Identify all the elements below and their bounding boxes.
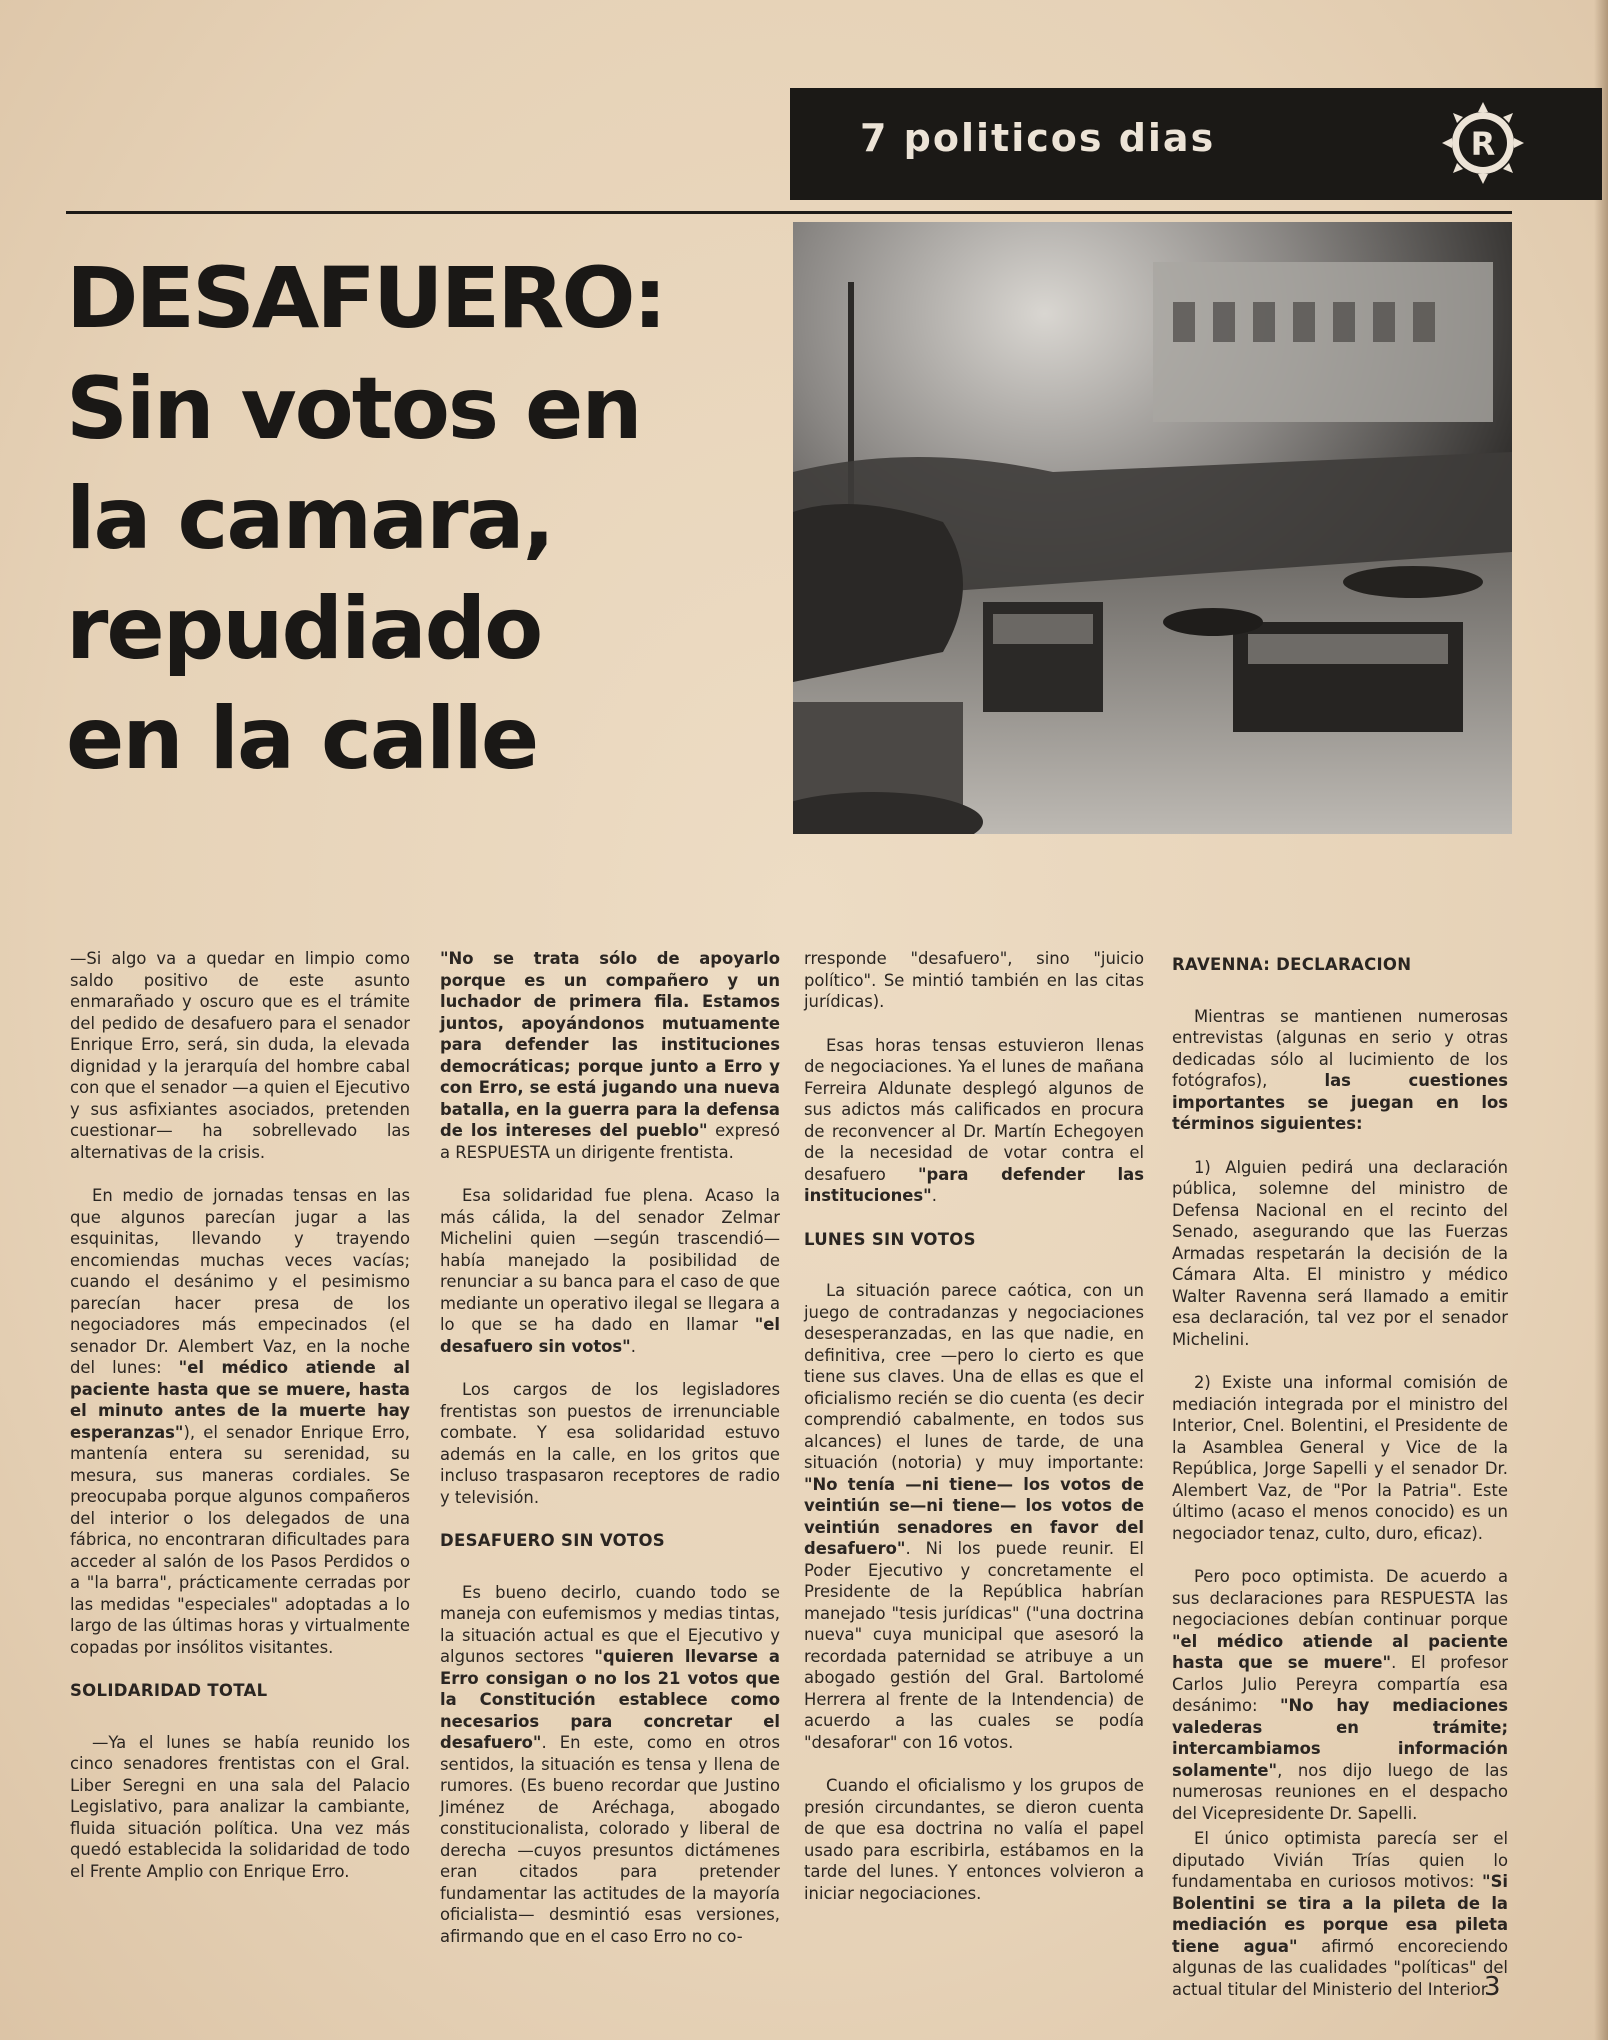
subheading: RAVENNA: DECLARACION <box>1172 955 1412 974</box>
paragraph: Cuando el oficialismo y los grupos de presión circundantes, se dieron cuenta de que esa doctrina no valía el papel usado para escribirla, estábamos en la tarde del lunes. Y entonces volvieron a iniciar negociaciones. <box>804 1776 1144 1903</box>
header-rule <box>66 211 1512 214</box>
respuesta-logo-icon <box>1440 100 1526 186</box>
logo-letter: R <box>1470 125 1496 163</box>
paragraph: Pero poco optimista. De acuerdo a sus declaraciones para RESPUESTA las negociaciones debían continuar porque "el médico atiende al paciente hasta que se muere". El profesor Carlos Julio Pereyra compartía esa desánimo: "No hay mediaciones valederas en trámite; intercambiamos información solamente", nos dijo luego de las numerosas reuniones en el despacho del Vicepresidente Dr. Sapelli. <box>1172 1567 1508 1823</box>
article-column-3 <box>804 948 1144 1926</box>
paragraph: Es bueno decirlo, cuando todo se maneja con eufemismos y medias tintas, la situación actual es que el Ejecutivo y algunos sectores "quieren llevarse a Erro consigan o no los 21 votos que la Constitución establece como necesarios para concretar el desafuero". En este, como en otros sentidos, la situación es tensa y llena de rumores. (Es bueno recordar que Justino Jiménez de Aréchaga, abogado constitucionalista, colorado y liberal de derecha —cuyos presuntos dictámenes eran citados para pretender fundamentar las actitudes de la mayoría oficialista— desmintió esas versiones, afirmando que en el caso Erro no co- <box>440 1582 780 1946</box>
section-header-bar <box>790 88 1602 200</box>
page-number: 3 <box>1484 1972 1501 2002</box>
paragraph: —Si algo va a quedar en limpio como saldo positivo de este asunto enmarañado y oscuro que es el trámite del pedido de desafuero para el senador Enrique Erro, será, sin duda, la elevada dignidad y la jerarquía del hombre cabal con que el senador —a quien el Ejecutivo y sus asfixiantes asociados, pretenden cuestionar— ha sobrellevado las alternativas de la crisis. <box>70 949 410 1162</box>
headline-kicker: DESAFUERO: <box>66 249 665 347</box>
section-title: 7 politicos dias <box>860 116 1216 160</box>
paragraph: rresponde "desafuero", sino "juicio político". Se mintió también en las citas jurídicas). <box>804 949 1144 1011</box>
paragraph: Los cargos de los legisladores frentistas son puestos de irrenunciable combate. Y esa solidaridad estuvo además en la calle, en los gritos que incluso traspasaron receptores de radio y televisión. <box>440 1380 780 1507</box>
page-edge-shadow <box>1594 0 1608 2040</box>
paragraph: En medio de jornadas tensas en las que algunos parecían jugar a las esquinitas, llevando y trayendo encomiendas muchas veces vacías; cuando el desánimo y el pesimismo parecían hacer presa de los negociadores más empecinados (el senador Dr. Alembert Vaz, en la noche del lunes: "el médico atiende al paciente hasta que se muere, hasta el minuto antes de la muerte hay esperanzas"), el senador Enrique Erro, mantenía entera su serenidad, su mesura, sus maneras cordiales. Se preocupaba porque algunos compañeros del interior o los delegados de una fábrica, no encontraran dificultades para acceder al salón de los Pasos Perdidos o a "la barra", prácticamente cerradas por las medidas "especiales" adoptadas a lo largo de las últimas horas y virtualmente copadas por insólitos visitantes. <box>70 1186 410 1657</box>
article-column-2 <box>440 948 780 1969</box>
paragraph: Mientras se mantienen numerosas entrevistas (algunas en serio y otras dedicadas sólo al lucimiento de los fotógrafos), las cuestiones importantes se juegan en los términos siguientes: <box>1172 1006 1508 1133</box>
paragraph: 1) Alguien pedirá una declaración pública, solemne del ministro de Defensa Nacional en el recinto del Senado, asegurando que las Fuerzas Armadas respetarán la decisión de la Cámara Alta. El ministro y médico Walter Ravenna será llamado a emitir esa declaración, tal vez por el senador Michelini. <box>1172 1157 1508 1349</box>
paragraph: Esas horas tensas estuvieron llenas de negociaciones. Ya el lunes de mañana Ferreira Aldunate desplegó algunos de sus adictos más calificados en procura de reconvencer al Dr. Martín Echegoyen de la necesidad de votar contra el desafuero "para defender las instituciones". <box>804 1035 1144 1205</box>
subheading: LUNES SIN VOTOS <box>804 1229 976 1249</box>
paragraph: Esa solidaridad fue plena. Acaso la más cálida, la del senador Zelmar Michelini quien —según trascendió— había manejado la posibilidad de renunciar a su banca para el caso de que mediante un operativo ilegal se llegara a lo que se ha dado en llamar "el desafuero sin votos". <box>440 1186 780 1356</box>
article-column-1 <box>70 948 410 1904</box>
subheading: DESAFUERO SIN VOTOS <box>440 1531 665 1550</box>
headline <box>66 250 786 794</box>
paragraph: La situación parece caótica, con un juego de contradanzas y negociaciones desesperanzadas, en las que nadie, en definitiva, cree —pero lo cierto es que tiene sus claves. Una de ellas es que el oficialismo recién se dio cuenta (es decir comprendió cabalmente, en todos sus alcances) el lunes de tarde, de una situación (notoria) y muy importante: "No tenía —ni tiene— los votos de veintiún se—ni tiene— los votos de veintiún senadores en favor del desafuero". Ni los puede reunir. El Poder Ejecutivo y concretamente el Presidente de la República habrían manejado "tesis jurídicas" ("una doctrina nueva" cuya municipal que asesoró la recordada paternidad se atribuye a un abogado gestión del Gral. Bartolomé Herrera al frente de la Intendencia) de acuerdo a las cuales se podía "desaforar" con 16 votos. <box>804 1281 1144 1752</box>
photo-illustration <box>793 222 1512 834</box>
paragraph: "No se trata sólo de apoyarlo porque es un compañero y un luchador de primera fila. Estamos juntos, apoyándonos mutuamente para defender las instituciones democráticas; porque junto a Erro y con Erro, se está jugando una nueva batalla, en la guerra para la defensa de los intereses del pueblo" expresó a RESPUESTA un dirigente frentista. <box>440 949 781 1162</box>
paragraph: —Ya el lunes se había reunido los cinco senadores frentistas con el Gral. Liber Seregni en una sala del Palacio Legislativo, para analizar la cambiante, fluida situación política. Una vez más quedó establecida la solidaridad de todo el Frente Amplio con Enrique Erro. <box>70 1732 410 1881</box>
article-column-4 <box>1172 948 1508 2022</box>
paragraph: El único optimista parecía ser el diputado Vivián Trías quien lo fundamentaba en curiosos motivos: "Si Bolentini se tira a la pileta de la mediación es porque esa pileta tiene agua" afirmó encoreciendo algunas de las cualidades "políticas" del actual titular del Ministerio del Interior. <box>1172 1829 1509 1999</box>
subheading: SOLIDARIDAD TOTAL <box>70 1681 268 1700</box>
paragraph: 2) Existe una informal comisión de mediación integrada por el ministro del Interior, Cnel. Bolentini, el Presidente de la Asamblea General y Vice de la República, Jorge Sapelli y el senador Dr. Alembert Vaz, de "Por la Patria". Este último (acaso el menos conocido) es un negociador tenaz, culto, duro, eficaz). <box>1172 1373 1508 1543</box>
street-night-photo <box>793 222 1512 834</box>
headline-subtitle: Sin votos en la camara, repudiado en la calle <box>66 359 641 789</box>
